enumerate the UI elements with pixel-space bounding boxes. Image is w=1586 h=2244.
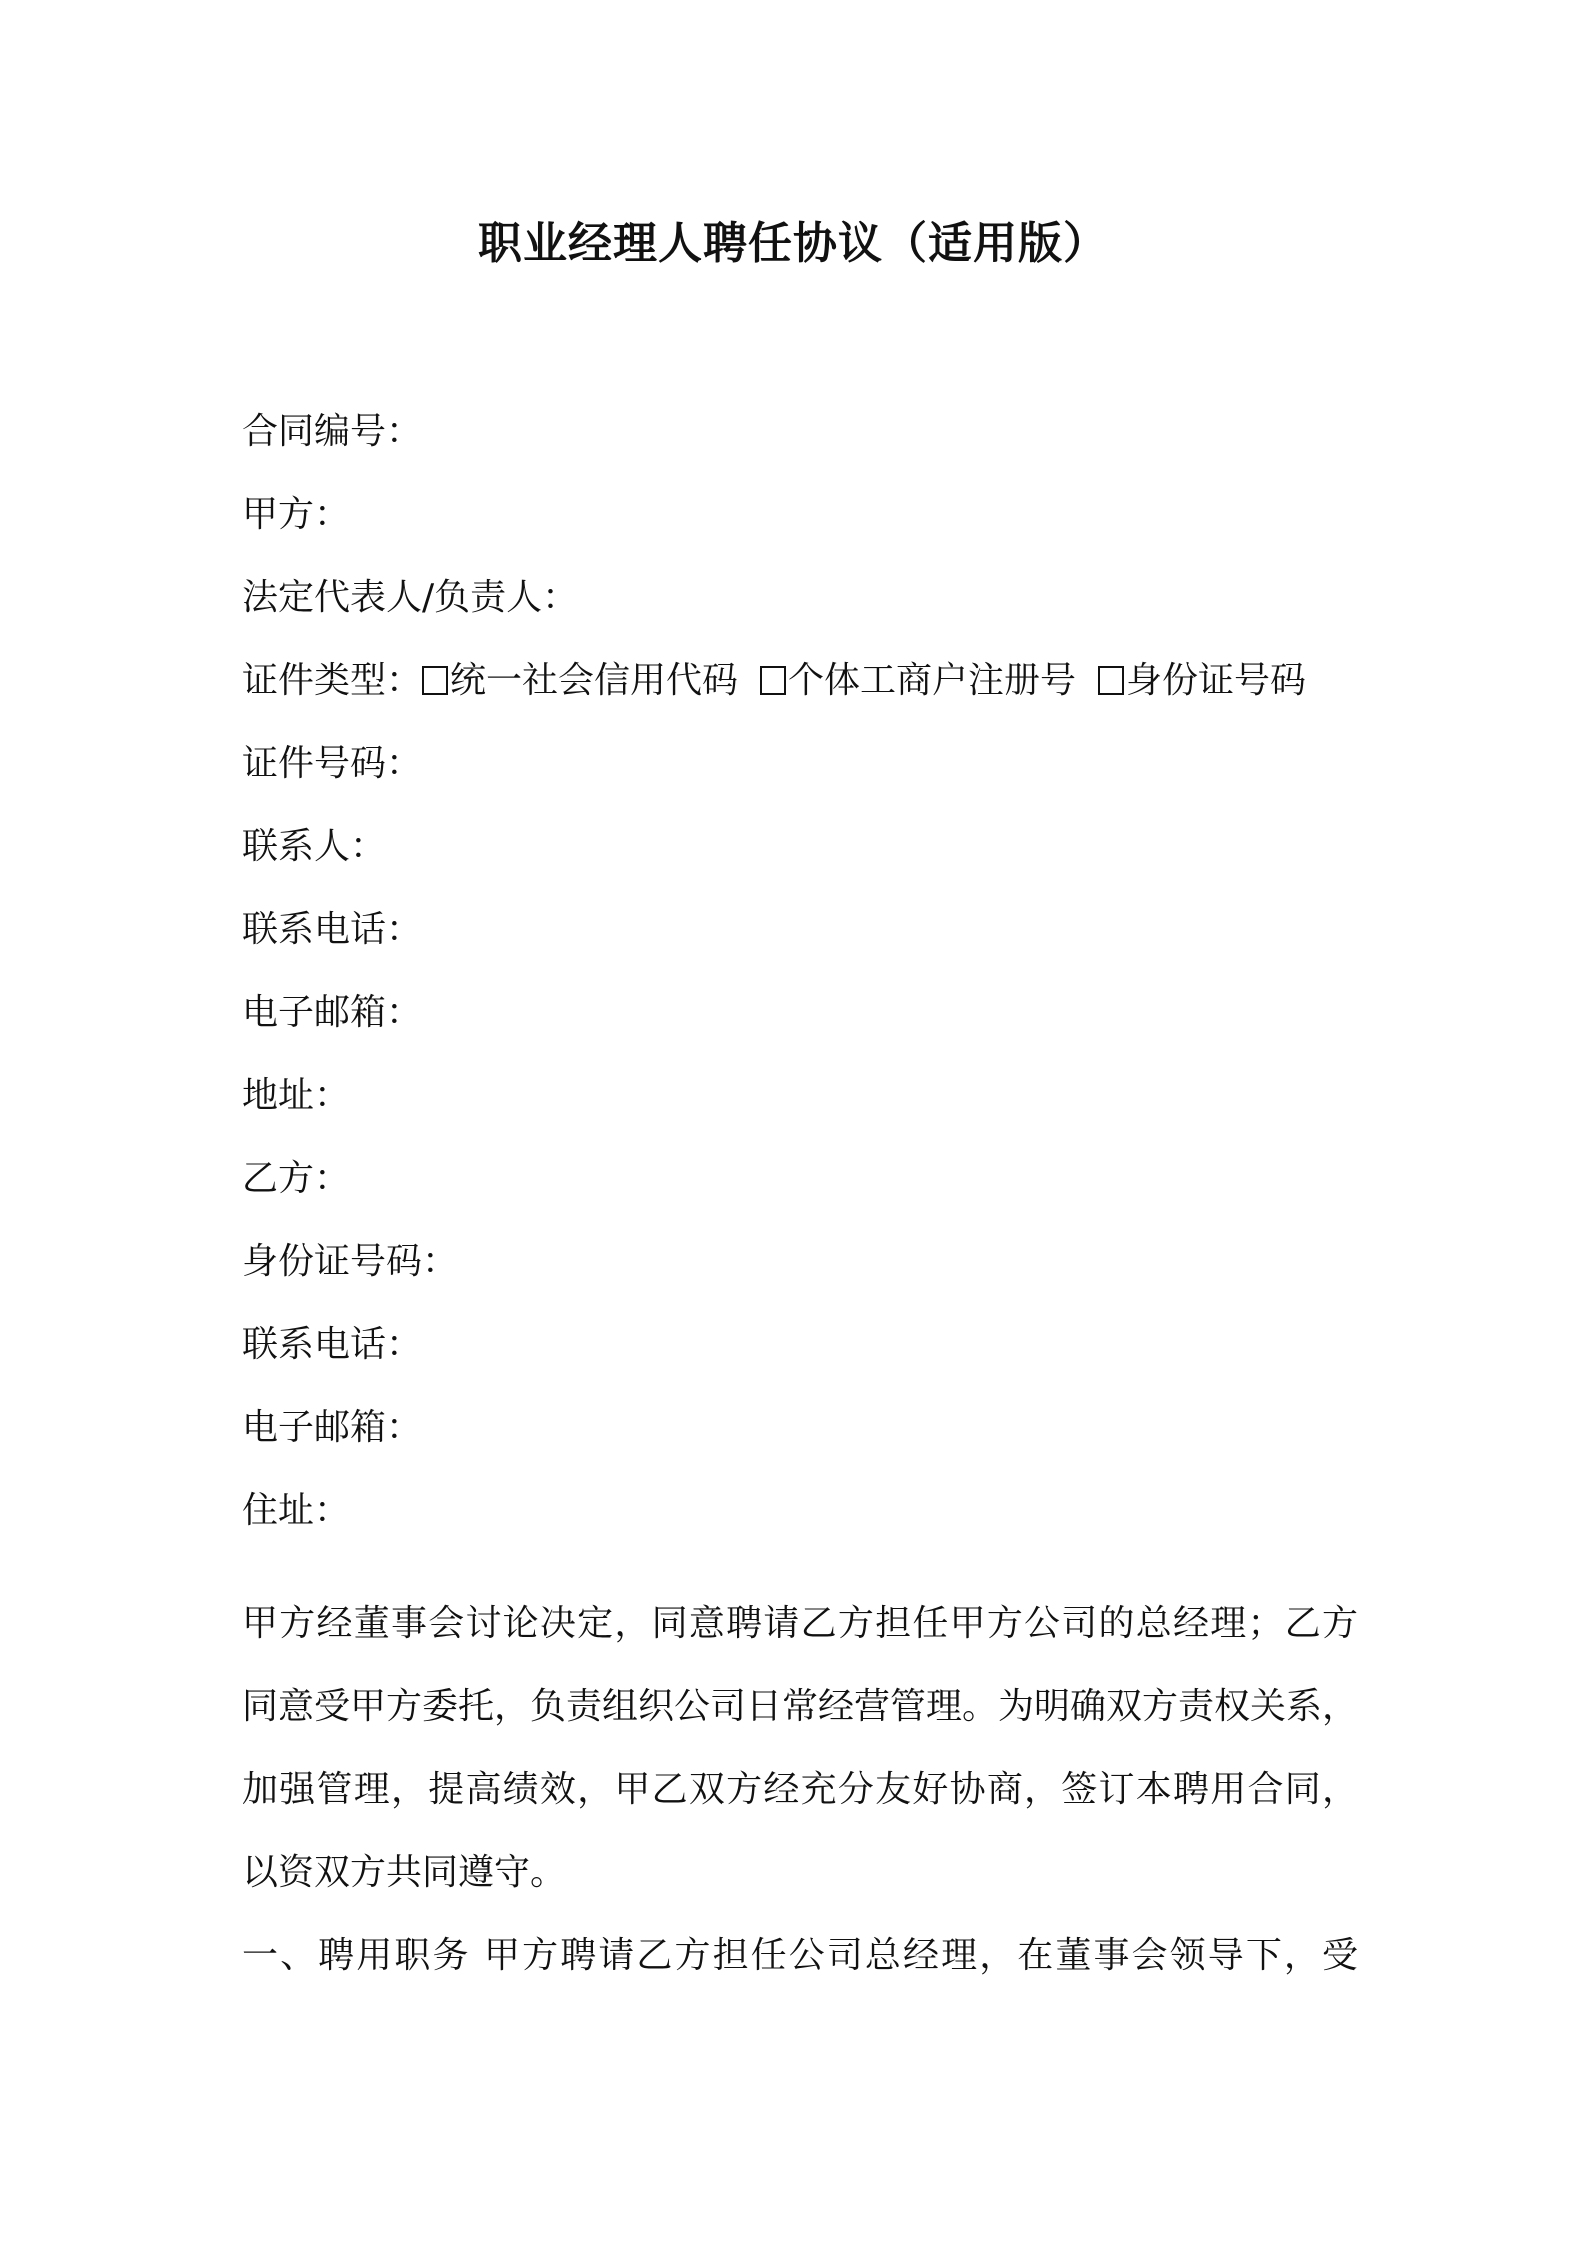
preamble-paragraph — [242, 1582, 1358, 1914]
checkbox-icon[interactable] — [1098, 666, 1124, 695]
id-type-option-id-card[interactable] — [1098, 660, 1306, 701]
party-b-email-label: 电子邮箱： — [242, 1407, 423, 1448]
contract-number-field — [242, 407, 422, 457]
legal-representative-label: 法定代表人/负责人： — [242, 577, 579, 618]
party-b-phone-field — [242, 1320, 422, 1370]
party-a-phone-label: 联系电话： — [242, 909, 423, 950]
legal-representative-field — [242, 573, 578, 623]
party-b-id-number-label: 身份证号码： — [242, 1241, 459, 1282]
contract-body — [242, 1582, 1358, 1997]
preamble-line: 甲方经董事会讨论决定，同意聘请乙方担任甲方公司的总经理；乙方 — [242, 1603, 1358, 1644]
party-a-phone-field — [242, 905, 422, 955]
id-number-field — [242, 739, 422, 789]
checkbox-icon[interactable] — [760, 666, 786, 695]
contact-person-label: 联系人： — [242, 826, 387, 867]
preamble-line: 加强管理，提高绩效，甲乙双方经充分友好协商，签订本聘用合同， — [242, 1769, 1358, 1810]
party-a-email-field — [242, 988, 422, 1038]
document-title: 职业经理人聘任协议（适用版） — [478, 218, 1108, 269]
party-b-id-number-field — [242, 1237, 458, 1287]
contact-person-field — [242, 822, 386, 872]
section-1-paragraph — [242, 1914, 1358, 1997]
party-b-address-label: 住址： — [242, 1490, 351, 1531]
party-a-label: 甲方： — [242, 494, 351, 535]
party-b-phone-label: 联系电话： — [242, 1324, 423, 1365]
id-type-option-label: 统一社会信用代码 — [450, 660, 739, 701]
id-type-option-label: 身份证号码 — [1126, 660, 1307, 701]
preamble-line: 以资双方共同遵守。 — [242, 1852, 567, 1893]
id-type-options — [422, 660, 1306, 701]
party-a-address-label: 地址： — [242, 1075, 351, 1116]
contract-number-label: 合同编号： — [242, 411, 423, 452]
party-b-address-field — [242, 1486, 350, 1536]
party-a-email-label: 电子邮箱： — [242, 992, 423, 1033]
id-number-label: 证件号码： — [242, 743, 423, 784]
party-b-email-field — [242, 1403, 422, 1453]
section-1-heading-line: 一、聘用职务 甲方聘请乙方担任公司总经理，在董事会领导下，受 — [242, 1935, 1358, 1976]
party-a-field — [242, 490, 350, 540]
id-type-option-label: 个体工商户注册号 — [788, 660, 1077, 701]
id-type-label: 证件类型： — [242, 660, 423, 701]
preamble-line: 同意受甲方委托，负责组织公司日常经营管理。为明确双方责权关系， — [242, 1686, 1359, 1727]
party-b-field — [242, 1154, 350, 1204]
id-type-field — [242, 656, 1306, 706]
id-type-option-business-registration[interactable] — [760, 660, 1076, 701]
id-type-option-credit-code[interactable] — [422, 660, 738, 701]
party-a-address-field — [242, 1071, 350, 1121]
checkbox-icon[interactable] — [422, 666, 448, 695]
party-b-label: 乙方： — [242, 1158, 351, 1199]
